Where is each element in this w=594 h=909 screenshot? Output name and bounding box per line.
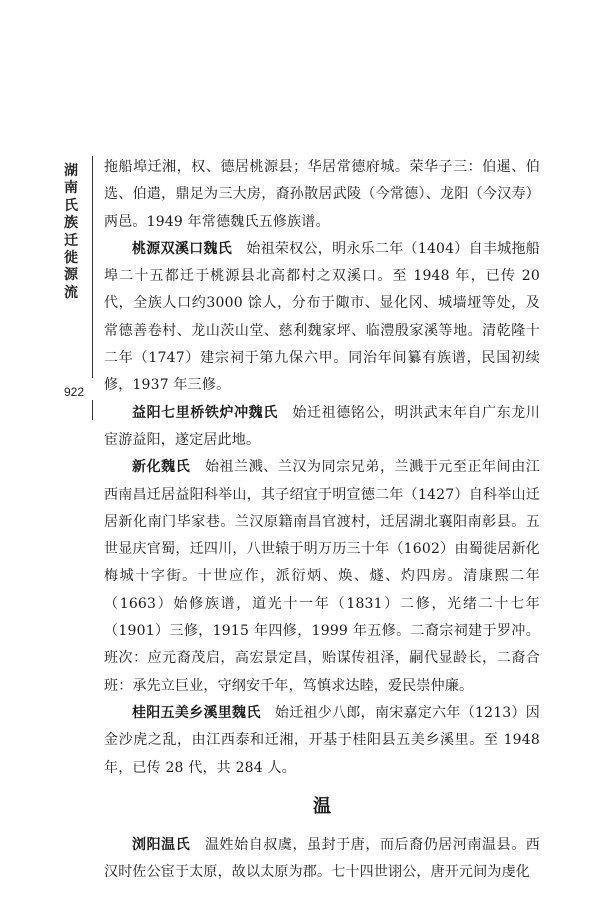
- entry-title: 益阳七里桥铁炉冲魏氏: [132, 404, 278, 421]
- entry-text: 始祖荣权公，明永乐二年（1404）自丰城拖船埠二十五都迁于桃源县北高都村之双溪口。至 1948 年，已传 20 代，全族人口约3000 馀人，分布于陬市、显化冈、城墙垭等处，及常德善卷村、龙山茨山堂、慈利魏家坪、临澧殷家溪等地。清乾隆十二年（1747）建宗祠于第九保六甲。同治年间纂有族谱，民国初续修，1937 年三修。: [104, 240, 541, 394]
- entry-text: 始迁祖德铭公，明洪武末年自广东龙川宦游益阳，遂定居此地。: [104, 404, 541, 448]
- margin-rule-bottom: [92, 400, 93, 420]
- paragraph-continuation: [104, 154, 540, 236]
- entry-title: 桃源双溪口魏氏: [132, 240, 233, 257]
- page-number: 922: [64, 385, 85, 399]
- side-title: 湖南氏族迁徙源流: [64, 163, 78, 301]
- entry-xinhua: [104, 454, 540, 700]
- entry-title: 桂阳五美乡溪里魏氏: [132, 704, 261, 721]
- paragraph-text: 拖船埠迁湘，权、德居桃源县；华居常德府城。荣华子三：伯暹、伯选、伯遣，鼎足为三大房，裔孙散居武陵（今常德）、龙阳（今汉寿）两邑。1949 年常德魏氏五修族谱。: [104, 159, 540, 230]
- entry-text: 始迁祖少八郎，南宋嘉定六年（1213）因金沙虎之乱，由江西泰和迁湘，开基于桂阳县五美乡溪里。至 1948 年，已传 28 代，共 284 人。: [104, 704, 540, 776]
- entry-liuyang-wen: [104, 832, 540, 887]
- entry-text: 始祖兰溅、兰汉为同宗兄弟，兰溅于元至正年间由江西南昌迁居益阳科举山，其子绍宜于明宣德二年（1427）自科举山迁居新化南门毕家巷。兰汉原籍南昌官渡村，迁居湖北襄阳南彰县。五世显庆官蜀，迁四川，八世辕于明万历三十年（1602）由蜀徙居新化梅城十字街。十世应作，派衍炳、焕、燧、灼四房。清康熙二年（1663）始修族谱，道光十一年（1831）二修，光绪二十七年（1901）三修，1915 年四修，1999 年五修。二裔宗祠建于罗冲。班次：应元裔茂启，高宏景定昌，贻谋传祖泽，嗣代显龄长，二裔合班：承先立巨业，守纲安千年，笃慎求达睦，爱民崇仲廉。: [104, 459, 540, 694]
- entry-title: 浏阳温氏: [132, 836, 191, 853]
- margin-rule-top: [92, 156, 93, 378]
- page-body: [104, 154, 540, 886]
- entry-text: 温姓始自叔虞，虽封于唐，而后裔仍居河南温县。西汉时佐公宦于太原，故以太原为郡。七十四世诩公，唐开元间为虔化: [104, 836, 540, 881]
- entry-guiyang-wumei: [104, 700, 540, 782]
- entry-title: 新化魏氏: [132, 459, 191, 476]
- surname-section-heading: 温: [313, 795, 331, 817]
- entry-taoyuan-shuangxikou: [104, 236, 540, 400]
- entry-yiyang-qiliqiao: [104, 400, 540, 455]
